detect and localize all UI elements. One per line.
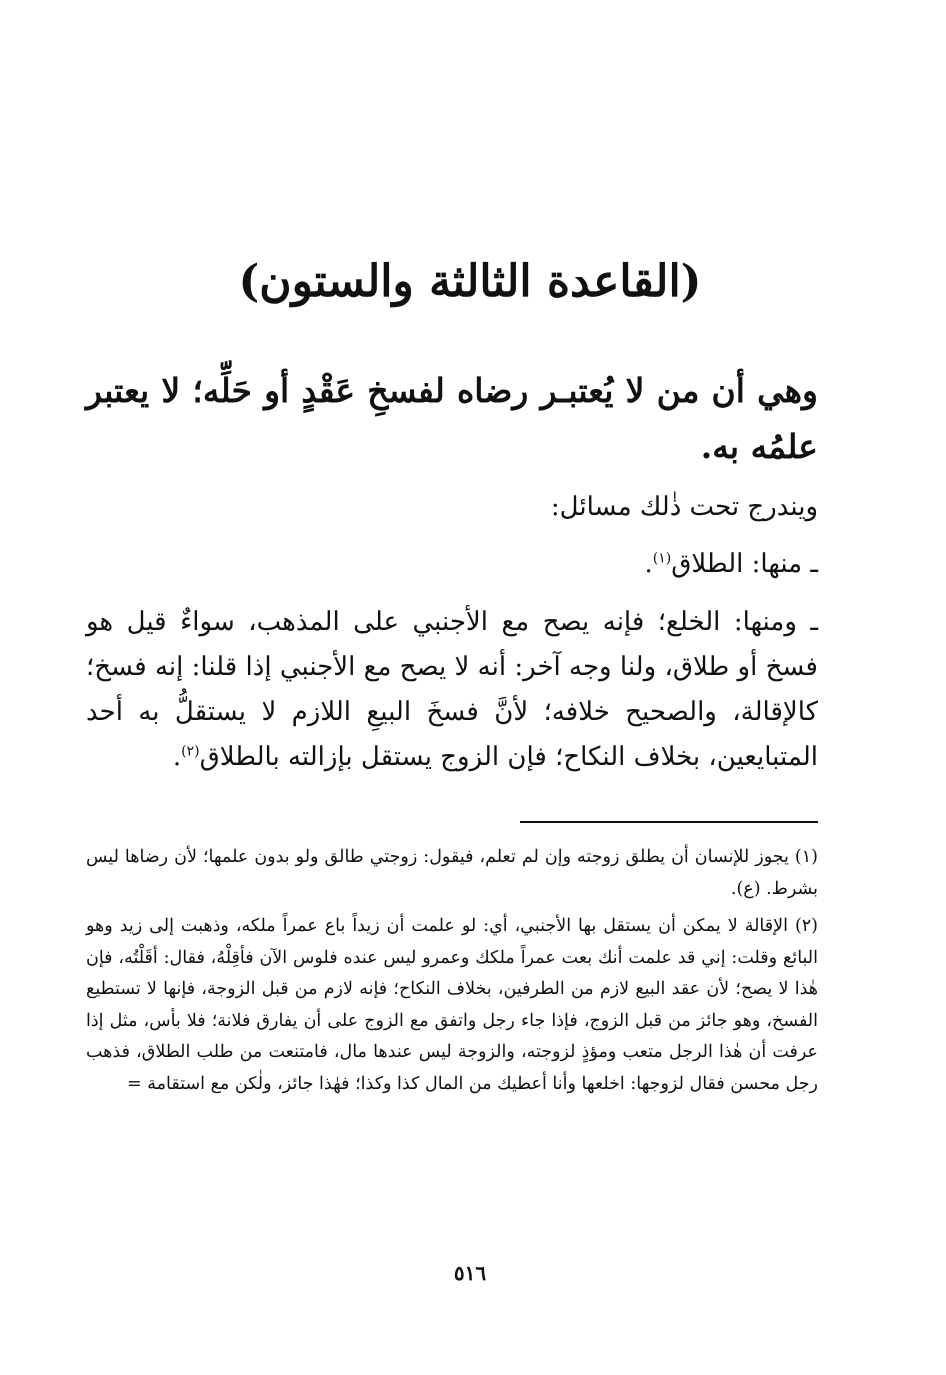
footnote-2	[86, 911, 818, 1100]
item-talaq-text: ـ منها: الطلاق	[671, 549, 818, 579]
item-talaq-end: .	[644, 549, 653, 579]
footnote-ref-1[interactable]: (١)	[652, 550, 672, 567]
item-talaq	[86, 540, 818, 588]
rule-title: (القاعدة الثالثة والستون)	[238, 256, 702, 307]
page-number: ٥١٦	[453, 1261, 487, 1285]
footnote-ref-2[interactable]: (٢)	[181, 743, 200, 760]
footnote-number-1: (١)	[794, 847, 818, 867]
footnotes	[86, 842, 818, 1106]
footnote-divider	[520, 821, 818, 823]
item-khul-text: ـ ومنها: الخلع؛ فإنه يصح مع الأجنبي على المذهب، سواءٌ قيل هو فسخ أو طلاق، ولنا وجه آخر: أنه لا يصح مع الأجنبي إذا قلنا: إنه فسخ؛ كالإقالة، والصحيح خلافه؛ لأنَّ فسخَ البيعِ اللازم لا يستقلُّ به أحد المتبايعين، بخلاف النكاح؛ فإن الزوج يستقل بإزالته بالطلاق	[86, 607, 818, 772]
footnote-1	[86, 842, 818, 905]
item-khul-end: .	[172, 742, 182, 772]
footnote-number-2: (٢)	[794, 916, 818, 936]
item-khul	[86, 600, 818, 780]
intro-paragraph: ويندرج تحت ذٰلك مسائل:	[550, 492, 818, 522]
footnote-text-1: يجوز للإنسان أن يطلق زوجته وإن لم تعلم، فيقول: زوجتي طالق ولو بدون علمها؛ لأن رضاها ليس بشرط. (ع).	[86, 847, 818, 899]
footnote-text-2: الإقالة لا يمكن أن يستقل بها الأجنبي، أي: لو علمت أن زيداً باع عمراً ملكه، وذهبت إلى زيد وهو البائع وقلت: إني قد علمت أنك بعت عمراً ملكك وعمرو ليس عنده فلوس الآن فأقِلْهُ، فقال: أقَلْتُه، فإن هٰذا لا يصح؛ لأن عقد البيع لازم من الطرفين، بخلاف النكاح؛ فإنه لازم من قبل الزوجة، فإنها لا تستطيع الفسخ، وهو جائز من قبل الزوج، فإذا جاء رجل واتفق مع الزوج على أن يفارق فلانة؛ فلا بأس، مثل إذا عرفت أن هٰذا الرجل متعب ومؤذٍ لزوجته، والزوجة ليس عندها مال، فامتنعت من طلب الطلاق، فذهب رجل محسن فقال لزوجها: اخلعها وأنا أعطيك من المال كذا وكذا؛ فهٰذا جائز، ولٰكن مع استقامة =	[86, 916, 818, 1094]
rule-statement: وهي أن من لا يُعتبـر رضاه لفسخِ عَقْدٍ أو حَلِّه؛ لا يعتبر علمُه به.	[86, 371, 818, 466]
